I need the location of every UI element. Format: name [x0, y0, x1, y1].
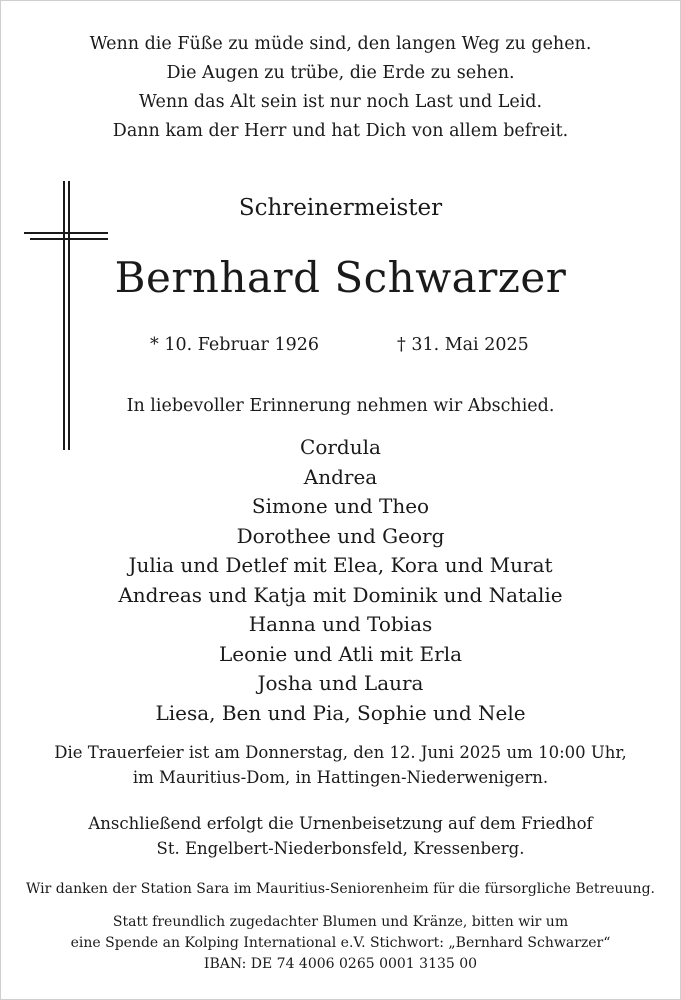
iban: IBAN: DE 74 4006 0265 0001 3135 00 [203, 956, 478, 972]
mourner: Liesa, Ben und Pia, Sophie und Nele [155, 700, 526, 725]
mourner: Dorothee und Georg [236, 523, 445, 548]
poem [0, 30, 681, 146]
mourners-list [0, 433, 681, 728]
funeral-service-info [0, 740, 681, 790]
mourner: Andrea [303, 464, 378, 489]
poem-line: Wenn die Füße zu müde sind, den langen Weg zu gehen. [89, 34, 592, 54]
birth-date: * 10. Februar 1926 [150, 335, 319, 355]
burial-line: St. Engelbert-Niederbonsfeld, Kressenberg. [156, 839, 525, 858]
mourner: Cordula [300, 435, 381, 459]
deceased-name: Bernhard Schwarzer [114, 253, 567, 302]
donation-line: eine Spende an Kolping International e.V. Stichwort: „Bernhard Schwarzer“ [70, 935, 611, 951]
mourner: Hanna und Tobias [248, 612, 433, 636]
farewell-text: In liebevoller Erinnerung nehmen wir Abschied. [126, 396, 555, 416]
death-date: † 31. Mai 2025 [397, 335, 529, 355]
donation-line: Statt freundlich zugedachter Blumen und Kränze, bitten wir um [112, 914, 569, 930]
mourner: Julia und Detlef mit Elea, Kora und Murat [128, 553, 553, 577]
service-line: im Mauritius-Dom, in Hattingen-Niederwenigern. [132, 768, 549, 787]
service-line: Die Trauerfeier ist am Donnerstag, den 12. Juni 2025 um 10:00 Uhr, [54, 743, 627, 762]
donation-info [0, 912, 681, 975]
thanks-text: Wir danken der Station Sara im Mauritius-Seniorenheim für die fürsorgliche Betreuung. [26, 881, 655, 897]
mourner: Josha und Laura [257, 671, 424, 695]
poem-line: Die Augen zu trübe, die Erde zu sehen. [166, 63, 515, 83]
profession: Schreinermeister [238, 195, 443, 221]
mourner: Andreas und Katja mit Dominik und Natalie [118, 582, 563, 607]
burial-info [0, 811, 681, 861]
mourner: Leonie und Atli mit Erla [218, 641, 463, 666]
poem-line: Wenn das Alt sein ist nur noch Last und Leid. [138, 92, 543, 112]
burial-line: Anschließend erfolgt die Urnenbeisetzung auf dem Friedhof [88, 814, 593, 833]
poem-line: Dann kam der Herr und hat Dich von allem befreit. [112, 121, 569, 141]
mourner: Simone und Theo [251, 494, 430, 518]
